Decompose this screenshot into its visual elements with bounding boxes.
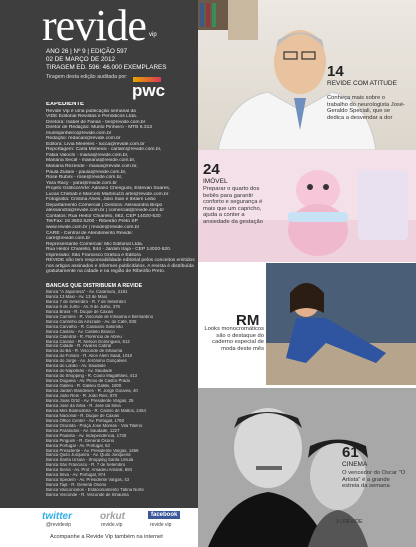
magazine-logo: revide — [42, 1, 146, 50]
banca-item: Banca Pinguim - R. General Osório — [46, 438, 115, 443]
bancas-title: BANCAS QUE DISTRIBUEM A REVIDE — [46, 283, 143, 289]
banca-item: Banca Dogueia - Av. Plínio de Castro Prado — [46, 379, 131, 384]
staff-line: Paula Zuliani - paula@revide.com.br, — [46, 169, 127, 175]
banca-item: Banca Camões - R. Visconde de Inhaúma e Bernardino — [46, 314, 154, 319]
banca-item: Banca do Fonaro - R. Alice Além Saad, 1010 — [46, 354, 133, 359]
staff-line: www.revide.com.br | revide@revide.com.br — [46, 225, 140, 231]
item-text-14: Conheça mais sobre o trabalho do neurologista José-Geraldo Speciali, que se dedica a desvendar a dor — [327, 95, 405, 121]
staff-line: alessandra@revide.com.br | comercial@revide.com.br — [46, 208, 165, 214]
facebook-logo[interactable]: facebook — [148, 511, 180, 519]
banca-item: Banca Vasconcelos - Estacionamento Tátina Norte — [46, 488, 144, 493]
item-number-14: 14 — [327, 63, 344, 80]
banca-item: Banca Cavalin - R. Nelson Domingues, 812 — [46, 339, 130, 344]
banca-item: Banca 7 de Setembro - R. 7 de Setembro — [46, 299, 126, 304]
banca-item: Banca Jóias Ortiz - Av. Presidente Vargas, 25 — [46, 398, 134, 403]
edition-number: ANO 26 | Nº 9 | EDIÇÃO 597 — [46, 48, 128, 55]
banca-item: Banca Paulista - Av. Independência, 1730 — [46, 433, 127, 438]
item-text-61: O vencedor do Oscar "O Artista" é a grande estreia da semana — [342, 470, 406, 490]
banca-item: Banca João Reis - R. João Reis, 870 — [46, 394, 118, 399]
banca-item: Banca Cidade - R. Álvares Cabral — [46, 344, 112, 349]
print-run: TIRAGEM ED. 596: 46.000 EXEMPLARES — [46, 64, 167, 71]
staff-line: Fábia Valochi - maisa@revide.com.br, — [46, 152, 129, 158]
banca-item: Banca Brasil - R. Duque de Caxias — [46, 309, 114, 314]
footer-text: Acompanhe a Revide Vip também na internet — [50, 534, 163, 540]
banca-item: Banca 13 Maio - Av. 13 de Maio — [46, 294, 108, 299]
bancas-list — [46, 290, 198, 498]
banca-item: Banca Santa Úrsula - Shopping Santa Úrsula — [46, 458, 134, 463]
banca-item: Banca José da Silva - R. José da Silva — [46, 403, 121, 408]
banca-item: Banca do Napoleão - Av. Saudade — [46, 369, 113, 374]
banca-item: Banca Spedem - Av. Presidente Vargas, 43 — [46, 478, 130, 483]
banca-item: Banca Quito Jurqueira - Av. Quito Junqueira — [46, 453, 131, 458]
staff-line: Rose Rubini - rose@revide.com.br, — [46, 175, 123, 181]
banca-item: Banca Castelo - Av. Castelo Branco — [46, 329, 115, 334]
orkut-handle[interactable]: revide.vip — [101, 522, 123, 528]
orkut-logo[interactable]: orkut — [100, 511, 125, 522]
staff-line: Yara Racy - yara@revide.com.br — [46, 180, 117, 186]
staff-heading: EXPEDIENTE — [46, 102, 85, 107]
staff-line: Departamento Comercial | Gestora: Alessandra Bispo — [46, 202, 163, 208]
staff-line: murilopinheiro@revide.com.br — [46, 130, 112, 136]
banca-item: Banca Visconde - R. Visconde de Inhaúma — [46, 493, 129, 498]
staff-line: Diretora: Isabel de Farias - be@revide.com.br — [46, 119, 146, 125]
banca-item: Banca Oracilda - Praça José Moréas - Vila Tibério — [46, 423, 143, 428]
item-number-rm: RM — [236, 312, 260, 329]
banca-item: Banca Portugal - Av. Portugal, 63 — [46, 443, 110, 448]
banca-item: Banca 9 de Julho - Av. 9 de Julho, 376 — [46, 304, 120, 309]
twitter-handle[interactable]: @revidevip — [46, 522, 72, 528]
magazine-logo-sub: vip — [149, 32, 157, 38]
facebook-handle[interactable]: revide vip — [150, 522, 172, 528]
doctor-illustration — [198, 0, 416, 150]
staff-line: Diretor de Redação: Murilo Pinheiro - MTB 6.313 — [46, 125, 153, 131]
twitter-logo[interactable]: twitter — [42, 511, 72, 522]
banca-item: Banca do Lobão - Av. Saudade — [46, 364, 106, 369]
banca-item: Banca São Francisco - R. 7 de Setembro — [46, 463, 126, 468]
cinema-illustration — [198, 388, 416, 547]
banca-item: Banca do Bá - R. Visconde de Inhaúma — [46, 349, 123, 354]
banca-item: Banca Mini Bodexobria - R. Camilo de Mattos, 2454 — [46, 408, 146, 413]
staff-line: care@revide.com.br — [46, 236, 91, 242]
staff-line: Editora: Lívia Meireles - lucca@revide.com.br — [46, 141, 145, 147]
staff-line: VIDE Editorial Revistas e Periódicos Ltda. — [46, 114, 138, 120]
banca-item: Banca Galileu - R. Galileu Galilei, 1800 — [46, 384, 122, 389]
banca-item: Banca Presidente - Av. Presidente Vargas, 1466 — [46, 448, 139, 453]
auditor-logo: pwc — [132, 81, 166, 100]
banca-item: Banca Office Center - Av. Portugal, 1760 — [46, 418, 124, 423]
staff-line: Lucas Chebab e Marcelo Martinuzzi arte@revide.com.br — [46, 191, 169, 197]
banca-item: Banca Nacional - R. Duque de Caxias — [46, 413, 120, 418]
staff-line: Representante Comercial: Mic Editorial Ltda. — [46, 241, 144, 247]
staff-line: Projeto Gráfico/Arte: Adriano Chenguini, Estevan Soares, — [46, 186, 171, 192]
banca-item: Banca Jardim Irlandeses - R. Jorge Gouvea, 40 — [46, 389, 138, 394]
item-section-14: REVIDE COM ATITUDE — [327, 80, 397, 87]
staff-line: Rua Heitor Chiarello, 844 - Jardim Irajá - CEP 14020-520. — [46, 247, 172, 253]
staff-line: CARE - Central de Atendimento Revide: — [46, 230, 133, 236]
cinema-photo — [198, 388, 416, 547]
banca-item: Banca Siena - Av. Prof. Amadeu Amaral, 684 — [46, 468, 133, 473]
banca-item: Banca Tajá - R. General Osório — [46, 483, 107, 488]
edition-date: 02 DE MARÇO DE 2012 — [46, 56, 115, 63]
item-number-61: 61 — [342, 444, 359, 461]
banca-item: Banca Cantinho da Amizade - Av. do Café, 835 — [46, 319, 137, 324]
editorial-disclaimer: REVIDE não tem responsabilidade editorial pelos conceitos emitidos nos artigos assinados e informes publicitários. A revista é distribuída gratuitamente na cidade e na região de Ribeirão Preto. — [46, 258, 195, 275]
doctor-photo — [198, 0, 416, 150]
fashion-illustration — [266, 263, 416, 385]
staff-line: Impressão: São Francisco Gráfica e Editora — [46, 252, 141, 258]
fashion-photo — [266, 263, 416, 385]
audit-note: Tiragem desta edição auditada por: — [46, 74, 128, 80]
banca-item: Banca Catedral - R. Florêncio de Abreu — [46, 334, 122, 339]
item-text-rm: Looks monocromáticos são o destaque do caderno especial de moda deste mês — [204, 326, 264, 352]
item-number-24: 24 — [203, 161, 220, 178]
item-section-24: IMÓVEL — [203, 178, 228, 185]
staff-line: Contatos: Rua Heitor Chiarello, 862, CEP 14020-520 — [46, 213, 161, 219]
page-footer: 3 | REVIDE — [336, 519, 363, 525]
masthead-panel — [0, 0, 198, 547]
staff-line: Mariana Rezende - maisa@revide.com.br, — [46, 164, 138, 170]
item-text-24: Preparar o quarto dos bebês para garantir conforto e segurança é mais que um capricho, ajuda a conter a ansiedade da gestação — [203, 186, 263, 225]
staff-line: Revide Vip é uma publicação semanal da — [46, 108, 136, 114]
staff-line: Reportagem: Carla Mimessi - carlam@revide.com.br, — [46, 147, 162, 153]
banca-item: Banca "A Japonesa" - Av. Caramuru, 2181 — [46, 290, 128, 294]
staff-line: Mariana Secaf - mariana@revide.com.br, — [46, 158, 136, 164]
banca-item: Banca Carvalho - R. Cassiano Salomão — [46, 324, 123, 329]
banca-item: Banca Silva - Av. Portugal, 974 — [46, 473, 106, 478]
staff-line: Fotografia: Cristina Alves, Júlio Sian e Ibraim Leão — [46, 197, 156, 203]
masthead-staff — [46, 102, 196, 258]
staff-line: Tel/Fax: 16 3602.5200 - Ribeirão Preto SP — [46, 219, 138, 225]
staff-line: Redação: redacao@revide.com.br — [46, 136, 121, 142]
banca-item: Banca do Shopping - R. Couto Magalhães, 413 — [46, 374, 138, 379]
banca-item: Banca Paratodos - Av. Saudade, 1227 — [46, 428, 120, 433]
item-section-61: CINEMA — [342, 461, 368, 468]
banca-item: Banca do Jorge - Av. Jerônimo Gonçalves — [46, 359, 127, 364]
